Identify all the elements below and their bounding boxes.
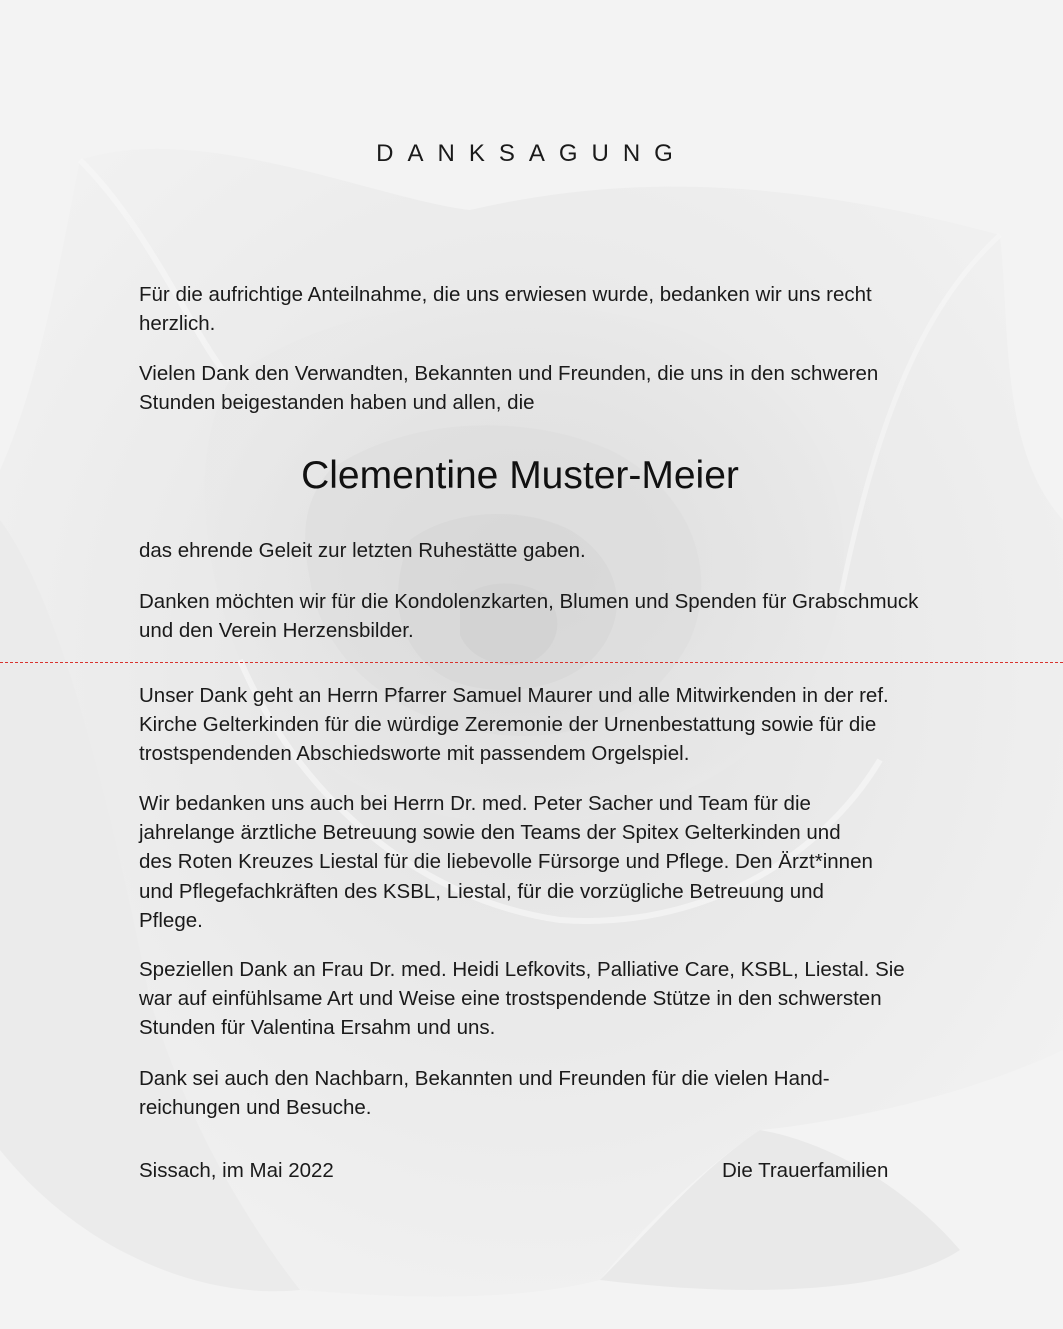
paragraph-relatives: Vielen Dank den Verwandten, Bekannten und Freunden, die uns in den schweren Stunden beigestanden haben und allen, die <box>139 362 879 415</box>
paragraph-escort: das ehrende Geleit zur letzten Ruhestätte gaben. <box>139 539 586 562</box>
paragraph-condolences: Danken möchten wir für die Kondolenzkarten, Blumen und Spenden für Grabschmuck und den Verein Herzensbilder. <box>139 590 919 643</box>
paragraph-palliative: Speziellen Dank an Frau Dr. med. Heidi Lefkovits, Palliative Care, KSBL, Liestal. Sie war auf einfühlsame Art und Weise eine trostspendende Stütze in den schwersten Stunden für Valentina Ersahm und uns. <box>139 958 905 1040</box>
paragraph-pastor: Unser Dank geht an Herrn Pfarrer Samuel Maurer und alle Mitwirkenden in der ref. Kirche Gelterkinden für die würdige Zeremonie der Urnenbestattung sowie für die trostspendenden Abschiedsworte mit passendem Orgelspiel. <box>139 684 889 766</box>
deceased-name: Clementine Muster-Meier <box>301 454 739 497</box>
paragraph-intro: Für die aufrichtige Anteilnahme, die uns erwiesen wurde, bedanken wir uns recht herzlich. <box>139 283 872 336</box>
paragraph-doctors: Wir bedanken uns auch bei Herrn Dr. med. Peter Sacher und Team für die jahrelange ärztliche Betreuung sowie den Teams der Spitex Gelterkinden und des Roten Kreuzes Liestal für die liebevolle Fürsorge und Pflege. Den Ärzt*innen und Pflegefachkräften des KSBL, Liestal, für die vorzügliche Betreuung und Pflege. <box>139 792 873 932</box>
place-date: Sissach, im Mai 2022 <box>139 1159 334 1182</box>
paragraph-neighbours: Dank sei auch den Nachbarn, Bekannten und Freunden für die vielen Handreichungen und Besuche. <box>139 1067 830 1120</box>
page-title: DANKSAGUNG <box>376 140 687 167</box>
cut-guide-line <box>0 662 1063 663</box>
signature: Die Trauerfamilien <box>722 1159 889 1182</box>
